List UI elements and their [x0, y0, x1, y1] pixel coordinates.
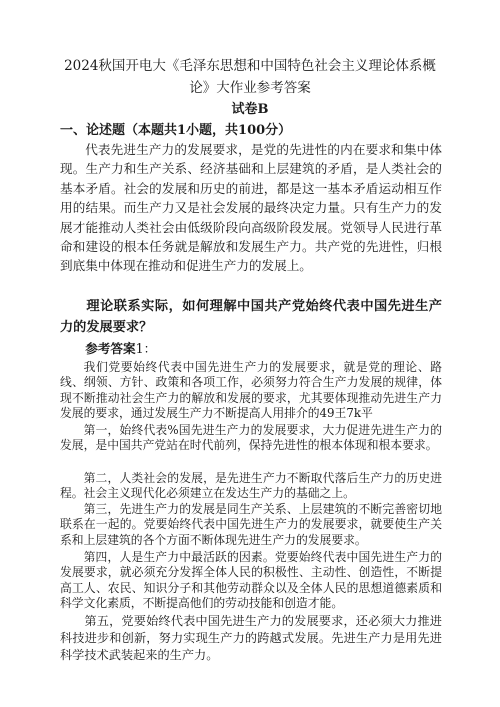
answer-paragraph-5: 第四，人是生产力中最活跃的因素。党要始终代表中国先进生产力的发展要求，就必须充分发挥全体人民的积极性、主动性、创造性，不断提高工人、农民、知识分子和其他劳动群众以及全体人民的思想道德素质和科学文化素质，不断提高他们的劳动技能和创造才能。 — [60, 550, 442, 611]
paper-label: 试卷B — [231, 102, 269, 117]
document-title-line-1: 2024秋国开电大《毛泽东思想和中国特色社会主义理论体系概 — [64, 58, 436, 74]
intro-paragraph: 代表先进生产力的发展要求，是党的先进性的内在要求和集中体现。生产力和生产关系、经济基础和上层建筑的矛盾，是人类社会的基本矛盾。社会的发展和历史的前进，都是这一基本矛盾运动相互作用的结果。而生产力又是社会发展的最终决定力量。只有生产力的发展才能推动人类社会由低级阶段向高级阶段发展。党领导人民进行革命和建设的根本任务就是解放和发展生产力。共产党的先进性，归根到底集中体现在推动和促进生产力的发展上。 — [60, 142, 442, 274]
answer-paragraph-2: 第一，始终代表%国先进生产力的发展要求，大力促进先进生产力的发展，是中国共产党站在时代前列，保持先进性的根本体现和根本要求。 — [60, 423, 442, 453]
answer-paragraph-4: 第三，先进生产力的发展是同生产关系、上层建筑的不断完善密切地联系在一起的。党要始终代表中国先进生产力的发展要求，就要使生产关系和上层建筑的各个方面不断体现先进生产力的发展要求。 — [60, 502, 442, 547]
section-heading: 一、论述题（本题共1小题，共100分） — [60, 123, 292, 138]
answer-suffix: 1： — [135, 341, 157, 356]
answer-paragraph-1: 我们党要始终代表中国先进生产力的发展要求，就是党的理论、路线、纲领、方针、政策和各项工作，必须努力符合生产力发展的规律，体现不断推动社会生产力的解放和发展的要求，尤其要体现推动先进生产力发展的要求，通过发展生产力不断提高人用排介的49王7k平 — [60, 360, 442, 421]
answer-paragraph-3: 第二，人类社会的发展，是先进生产力不断取代落后生产力的历史进程。社会主义现代化必须建立在发达生产力的基础之上。 — [60, 471, 442, 501]
answer-paragraph-6: 第五，党要始终代表中国先进生产力的发展要求，还必须大力推进科技进步和创新，努力实现生产力的跨越式发展。先进生产力是用先进科学技术武装起来的生产力。 — [60, 614, 442, 662]
answer-heading — [60, 340, 442, 358]
question-text: 理论联系实际，如何理解中国共产党始终代表中国先进生产力的发展要求？ — [60, 299, 442, 335]
document-title-line-2: 论》大作业参考答案 — [189, 80, 311, 96]
answer-label: 参考答案 — [85, 341, 136, 356]
